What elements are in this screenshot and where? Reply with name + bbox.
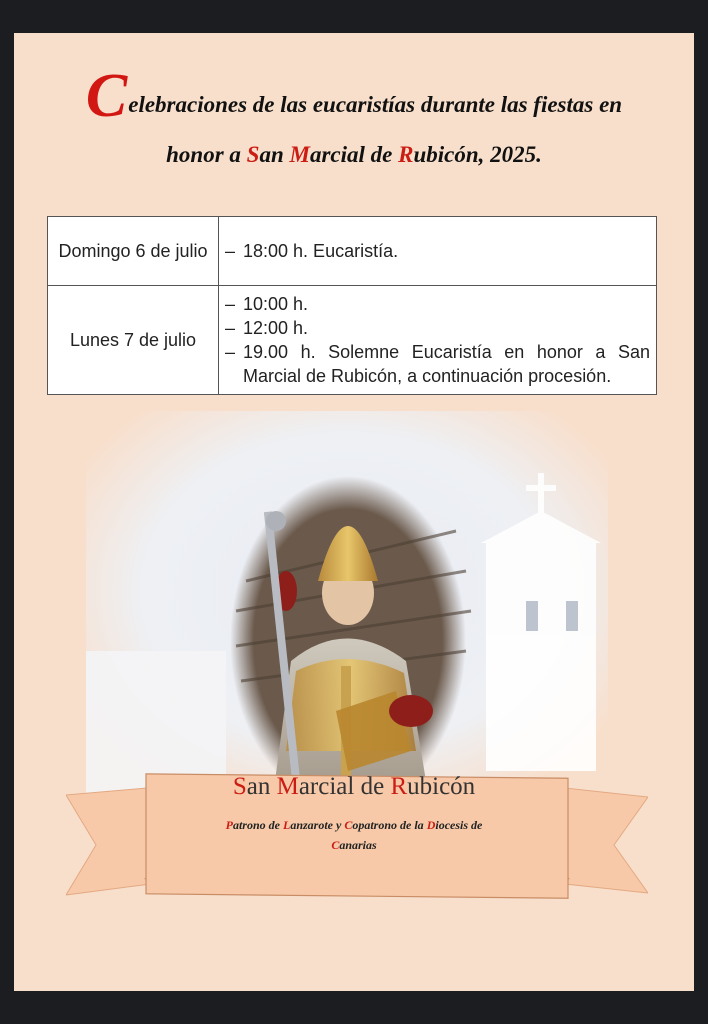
subtitle-word-anarias: anarias [339,838,377,852]
title-word-ubicon: ubicón, 2025. [413,142,542,167]
dash-bullet: – [225,294,236,314]
banner-word-arcial: arcial de [298,773,391,800]
schedule-day: Lunes 7 de julio [48,286,219,395]
schedule-items [219,286,657,395]
title-line-2-prefix: honor a [166,142,247,167]
title-word-an: an [259,142,290,167]
banner-word-an: an [246,773,277,800]
title-letter-s: S [246,142,260,167]
schedule-table [47,216,657,395]
list-item [225,239,650,263]
subtitle-letter-p: P [225,818,233,832]
subtitle-word-opatrono: opatrono de la [352,818,427,832]
title-line-2 [14,141,694,169]
schedule-item-text: 18:00 h. Eucaristía. [243,241,399,261]
schedule-day: Domingo 6 de julio [48,217,219,286]
schedule-item-text: 12:00 h. [243,318,309,338]
subtitle-letter-c: C [344,818,353,832]
table-row [48,286,657,395]
title-letter-m: M [289,142,310,167]
list-item [225,340,650,388]
title-initial: C [85,62,128,130]
title-word-arcial: arcial de [309,142,399,167]
saint-photo [86,411,608,811]
title-line-1 [14,62,694,130]
ribbon-left-tail [66,787,158,895]
flyer-page [14,33,694,991]
subtitle-word-atrono: atrono de [232,818,283,832]
dash-bullet: – [225,318,236,338]
title-line-1-text: elebraciones de las eucaristías durante las fiestas en [128,92,623,117]
banner-title [14,773,694,801]
banner-letter-s: S [232,773,247,800]
banner-subtitle [164,815,544,855]
schedule-item-text: 10:00 h. [243,294,309,314]
subtitle-letter-l: L [282,818,291,832]
schedule-items [219,217,657,286]
banner-word-ubicon: ubicón [407,773,476,800]
banner-letter-r: R [390,773,408,800]
ribbon-right-tail [556,787,648,893]
subtitle-letter-d: D [426,818,436,832]
flyer-title [14,62,694,169]
list-item [225,316,650,340]
table-row [48,217,657,286]
title-letter-r: R [398,142,414,167]
dash-bullet: – [225,342,236,362]
subtitle-word-iocesis: iocesis de [435,818,483,832]
subtitle-letter-c2: C [331,838,340,852]
list-item [225,292,650,316]
schedule-item-text: 19.00 h. Solemne Eucaristía en honor a San Marcial de Rubicón, a continuación procesión. [243,342,650,386]
dash-bullet: – [225,241,236,261]
subtitle-word-anzarote: anzarote y [290,818,345,832]
banner-letter-m: M [276,773,299,800]
